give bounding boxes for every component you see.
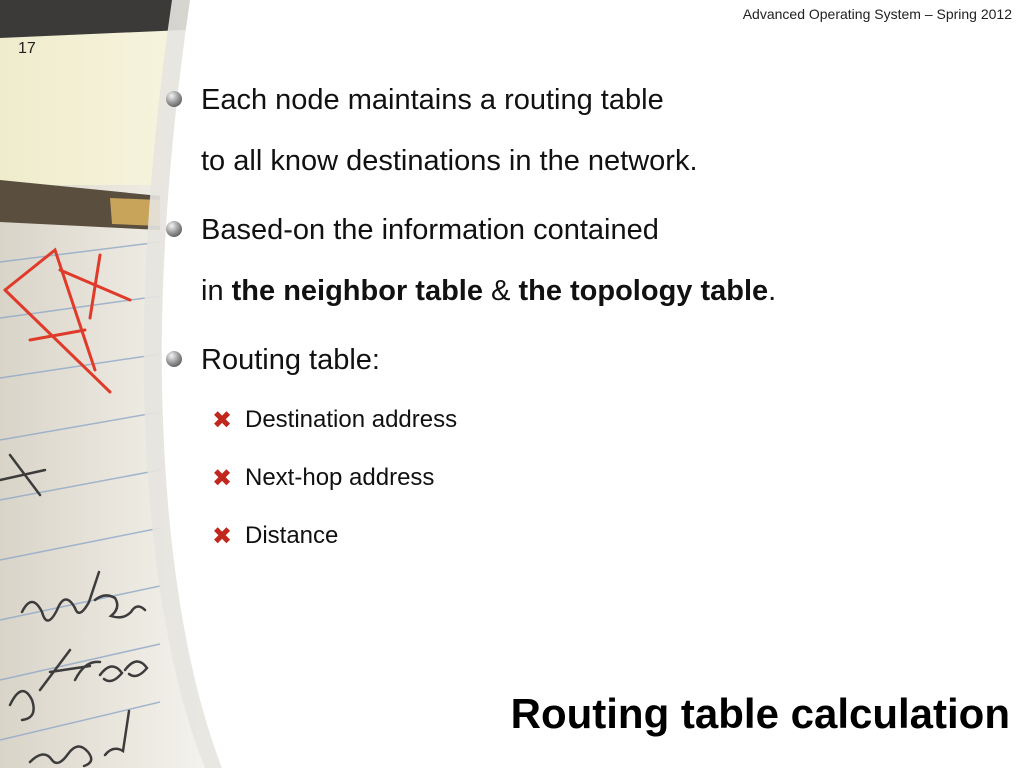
sub-bullet-item	[166, 391, 1006, 449]
course-header: Advanced Operating System – Spring 2012	[742, 6, 1012, 22]
bullet-line: Based-on the information contained	[201, 214, 659, 246]
bullet-item	[166, 70, 1006, 192]
bullet-icon	[166, 351, 182, 367]
sub-bullet-text: Distance	[245, 522, 339, 549]
cross-icon: ✖	[212, 522, 233, 550]
slide-title: Routing table calculation	[510, 690, 1010, 737]
bullet-item	[166, 200, 1006, 322]
bullet-icon	[166, 221, 182, 237]
bullet-text: in	[201, 275, 232, 307]
bullet-text: .	[768, 275, 777, 307]
bullet-line	[201, 261, 1006, 322]
cross-icon: ✖	[212, 406, 233, 434]
sub-bullet-item	[166, 507, 1006, 565]
bold-term: the topology table	[518, 275, 769, 307]
sub-bullet-item	[166, 449, 1006, 507]
bold-term: the neighbor table	[231, 275, 483, 307]
sub-bullet-text: Destination address	[245, 406, 458, 433]
bullet-list	[166, 70, 1006, 565]
bullet-icon	[166, 91, 182, 107]
cross-icon: ✖	[212, 464, 233, 492]
bullet-line: Routing table:	[201, 344, 380, 376]
bullet-line: Each node maintains a routing table	[201, 84, 664, 116]
bullet-text: &	[482, 275, 519, 307]
bullet-item	[166, 330, 1006, 391]
sub-bullet-text: Next-hop address	[245, 464, 435, 491]
slide-number: 17	[18, 40, 36, 57]
bullet-line: to all know destinations in the network.	[201, 145, 698, 177]
